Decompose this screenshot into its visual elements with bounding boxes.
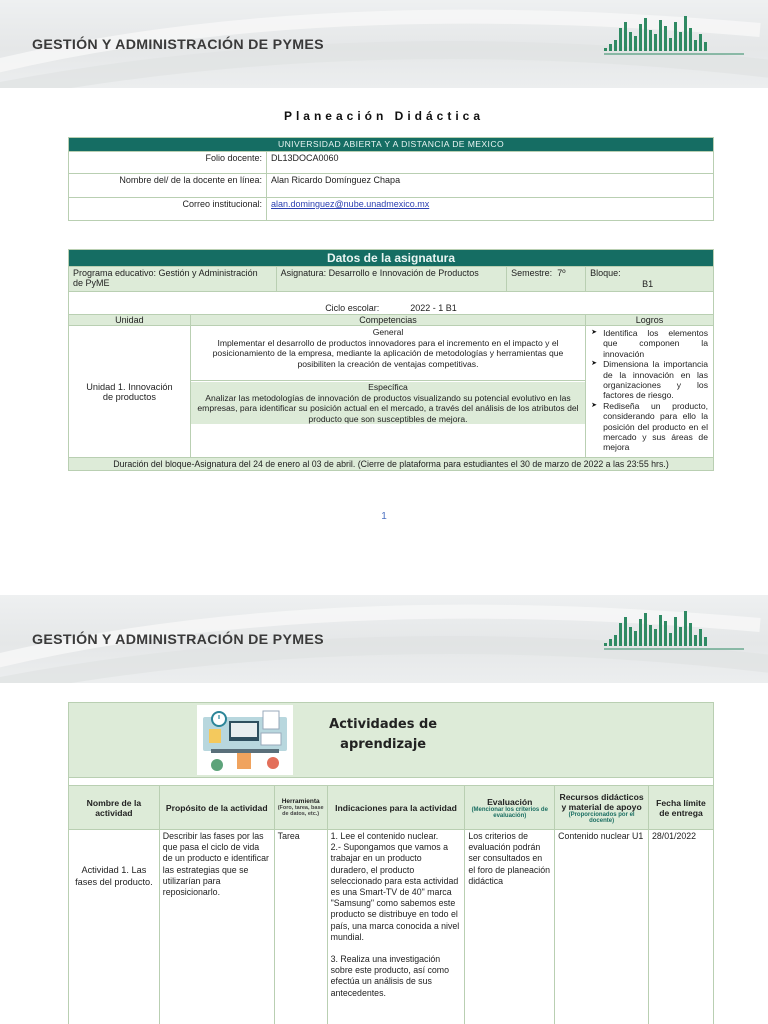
col-unidad: Unidad: [69, 315, 191, 326]
duracion-row: Duración del bloque-Asignatura del 24 de enero al 03 de abril. (Cierre de plataforma para estudiantes el 30 de marzo de 2022 a las 23:55 hrs.): [69, 458, 714, 471]
ciclo-value: 2022 - 1 B1: [410, 303, 457, 313]
col-competencias: Competencias: [190, 315, 585, 326]
hdr-recursos: Recursos didácticos y material de apoyo (Proporcionados por el docente): [555, 786, 649, 830]
activity-tool: Tarea: [274, 830, 327, 1024]
semestre-label: Semestre:: [511, 268, 553, 278]
semestre-value: 7º: [557, 268, 566, 278]
activities-table: [68, 702, 714, 1024]
general-text: Implementar el desarrollo de productos innovadores para el incremento en el impacto y el posicionamiento de la empresa, mediante la aplicación de metodologías y herramientas que posibiliten la creación de ventajas competitivas.: [212, 337, 564, 369]
table-row: [69, 830, 714, 1024]
hdr-herramienta: Herramienta (Foro, tarea, base de datos, etc.): [274, 786, 327, 830]
bloque-cell: [586, 267, 714, 292]
logros-cell: [586, 326, 714, 458]
competencia-general: [190, 326, 585, 381]
especifica-text: Analizar las metodologías de innovación de productos visualizando su potencial evolutivo en las empresas, para identificar su posición actual en el mercado, a través del análisis de los atributos del producto que son susceptibles de mejora.: [191, 393, 585, 425]
logro-item: ➤ Rediseña un producto, considerando para ello la posición del producto en el mercado y sus áreas de mejora: [591, 401, 708, 453]
activity-evaluation: Los criterios de evaluación podrán ser consultados en el foro de planeación didáctica: [465, 830, 555, 1024]
instruction-step: 2.- Supongamos que vamos a trabajar en un producto duradero, el producto seleccionado para esta actividad es una Smart-TV de 40" marca "Samsung" como sabemos este producto se distribuye en todo el país, una marca conocida a nivel mundial.: [330, 842, 460, 942]
activity-name: Actividad 1. Las fases del producto.: [69, 830, 160, 1024]
teacher-name-value: Alan Ricardo Domínguez Chapa: [267, 174, 714, 198]
activity-resources: Contenido nuclear U1: [555, 830, 649, 1024]
hdr-evaluacion-sub: (Mencionar los criterios de evaluación): [471, 806, 548, 819]
email-label: Correo institucional:: [69, 198, 267, 221]
ciclo-row: [69, 292, 714, 315]
hdr-proposito: Propósito de la actividad: [159, 786, 274, 830]
activity-instructions: [327, 830, 465, 1024]
page-number: 1: [381, 511, 387, 522]
email-link[interactable]: alan.dominguez@nube.unadmexico.mx: [271, 199, 430, 209]
bloque-value: B1: [642, 279, 654, 289]
activities-title: Actividades de aprendizaje: [329, 717, 438, 752]
header-title: GESTIÓN Y ADMINISTRACIÓN DE PYMES: [32, 37, 324, 53]
teacher-table: [68, 137, 714, 221]
logro-item: ➤ Identifica los elementos que componen la innovación: [591, 328, 708, 359]
bloque-label: Bloque:: [590, 268, 621, 278]
logros-list: [591, 328, 708, 453]
folio-value: DL13DOCA0060: [267, 152, 714, 174]
logro-item: ➤ Dimensiona la importancia de la innovación en las organizaciones y los factores de riesgo.: [591, 359, 708, 401]
hdr-herramienta-sub: (Foro, tarea, base de datos, etc.): [277, 805, 324, 817]
hdr-recursos-sub: (Proporcionados por el docente): [568, 811, 635, 824]
col-logros: Logros: [586, 315, 714, 326]
teacher-name-label: Nombre del/ de la docente en línea:: [69, 174, 267, 198]
page-header-2: [0, 595, 768, 683]
subject-heading: Datos de la asignatura: [69, 250, 714, 267]
hdr-nombre: Nombre de la actividad: [69, 786, 160, 830]
unidad-cell: Unidad 1. Innovación de productos: [69, 326, 191, 458]
activity-purpose: Describir las fases por las que pasa el ciclo de vida de un producto e identificar las estrategias que se utilizarían para reposicionarlo.: [159, 830, 274, 1024]
ciclo-label: Ciclo escolar:: [325, 303, 380, 313]
instruction-step: 3. Realiza una investigación sobre este producto, así como efectúa un análisis de sus antecedentes.: [330, 954, 449, 998]
hdr-fecha: Fecha límite de entrega: [649, 786, 714, 830]
asignatura-cell: Asignatura: Desarrollo e Innovación de Productos: [276, 267, 507, 292]
bar-logo-icon: [604, 14, 744, 58]
instruction-step: 1. Lee el contenido nuclear.: [330, 831, 439, 841]
activity-deadline: 28/01/2022: [649, 830, 714, 1024]
university-banner: UNIVERSIDAD ABIERTA Y A DISTANCIA DE MEXICO: [69, 138, 714, 152]
page-header: [0, 0, 768, 88]
header-title: GESTIÓN Y ADMINISTRACIÓN DE PYMES: [32, 632, 324, 648]
competencia-especifica: [190, 381, 585, 458]
semestre-cell: [507, 267, 586, 292]
hdr-evaluacion: Evaluación (Mencionar los criterios de evaluación): [465, 786, 555, 830]
subject-table: [68, 249, 714, 471]
folio-label: Folio docente:: [69, 152, 267, 174]
bar-logo-icon: [604, 609, 744, 653]
program-cell: Programa educativo: Gestión y Administración de PyME: [69, 267, 277, 292]
learning-activities-illustration: [197, 705, 293, 775]
general-title: General: [372, 327, 404, 337]
doc-title: Planeación Didáctica: [283, 109, 485, 123]
especifica-title: Específica: [191, 382, 585, 393]
hdr-indicaciones: Indicaciones para la actividad: [327, 786, 465, 830]
